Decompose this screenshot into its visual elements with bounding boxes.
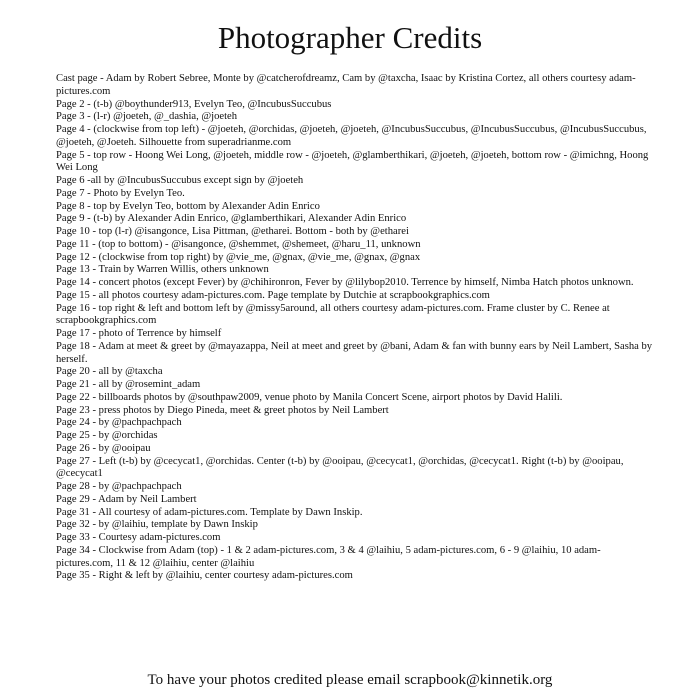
credit-line: Page 7 - Photo by Evelyn Teo. [56,187,185,199]
page-title: Photographer Credits [217,20,483,55]
credit-line: Page 15 - all photos courtesy adam-pictures.com. Page template by Dutchie at scrapbookgraphics.com [56,289,490,301]
credit-line: Page 10 - top (l-r) @isangonce, Lisa Pittman, @etharei. Bottom - both by @etharei [56,226,409,237]
credit-line: Page 28 - by @pachpachpach [56,481,182,492]
credit-line: Page 26 - by @ooipau [56,442,151,454]
credit-line: Page 2 - (t-b) @boythunder913, Evelyn Teo, @IncubusSuccubus [56,98,332,110]
credit-line: Page 6 -all by @IncubusSuccubus except sign by @joeteh [56,175,304,186]
credit-line: Page 25 - by @orchidas [56,430,158,441]
credit-line: Page 33 - Courtesy adam-pictures.com [56,532,221,543]
credit-line: Page 21 - all by @rosemint_adam [56,379,201,390]
credit-line: Page 16 - top right & left and bottom left by @missy5around, all others courtesy adam-pictures.com. Frame cluster by C. Renee at scrapbookgraphics.com [56,302,610,327]
credit-line: Page 23 - press photos by Diego Pineda, meet & greet photos by Neil Lambert [56,404,389,416]
credit-line: Page 3 - (l-r) @joeteh, @_dashia, @joeteh [56,111,238,123]
credit-line: Cast page - Adam by Robert Sebree, Monte by @catcherofdreamz, Cam by @taxcha, Isaac by Kristina Cortez, all others courtesy adam-pictures.com [56,73,636,97]
credit-line: Page 8 - top by Evelyn Teo, bottom by Alexander Adin Enrico [56,200,320,212]
credit-line: Page 34 - Clockwise from Adam (top) - 1 & 2 adam-pictures.com, 3 & 4 @laihiu, 5 adam-pictures.com, 6 - 9 @laihiu, 10 adam-pictures.com, 11 & 12 @laihiu, center @laihiu [56,544,601,569]
credit-line: Page 22 - billboards photos by @southpaw2009, venue photo by Manila Concert Scene, airport photos by David Halili. [56,391,563,403]
credit-line: Page 9 - (t-b) by Alexander Adin Enrico, @glamberthikari, Alexander Adin Enrico [56,213,407,225]
credit-line: Page 24 - by @pachpachpach [56,417,182,429]
footer-contact-note: To have your photos credited please email scrapbook@kinnetik.org [147,672,553,688]
credit-line: Page 13 - Train by Warren Willis, others unknown [56,264,269,276]
credit-line: Page 29 - Adam by Neil Lambert [56,493,197,505]
credit-line: Page 12 - (clockwise from top right) by @vie_me, @gnax, @vie_me, @gnax, @gnax [56,251,421,263]
credit-line: Page 31 - All courtesy of adam-pictures.com. Template by Dawn Inskip. [56,506,363,518]
credit-line: Page 20 - all by @taxcha [56,366,163,378]
credit-line: Page 14 - concert photos (except Fever) by @chihironron, Fever by @lilybop2010. Terrence by himself, Nimba Hatch photos unknown. [56,277,634,288]
credit-line: Page 11 - (top to bottom) - @isangonce, @shemmet, @shemeet, @haru_11, unknown [56,238,421,250]
credit-line: Page 32 - by @laihiu, template by Dawn Inskip [56,519,258,531]
credit-line: Page 4 - (clockwise from top left) - @joeteh, @orchidas, @joeteh, @joeteh, @IncubusSuccubus, @IncubusSuccubus, @IncubusSuccubus, @joeteh, @Joeteh. Silhouette from superadrianme.com [56,124,647,148]
credit-line: Page 27 - Left (t-b) by @cecycat1, @orchidas. Center (t-b) by @ooipau, @cecycat1, @orchidas, @cecycat1. Right (t-b) by @ooipau, @cecycat1 [56,455,624,480]
credit-line: Page 35 - Right & left by @laihiu, center courtesy adam-pictures.com [56,570,353,582]
credits-list [56,73,656,583]
credit-line: Page 5 - top row - Hoong Wei Long, @joeteh, middle row - @joeteh, @glamberthikari, @joeteh, @joeteh, bottom row - @imichng, Hoong Wei Long [56,149,649,174]
credit-line: Page 18 - Adam at meet & greet by @mayazappa, Neil at meet and greet by @bani, Adam & fan with bunny ears by Neil Lambert, Sasha by herself. [56,340,653,365]
credit-line: Page 17 - photo of Terrence by himself [56,328,222,339]
